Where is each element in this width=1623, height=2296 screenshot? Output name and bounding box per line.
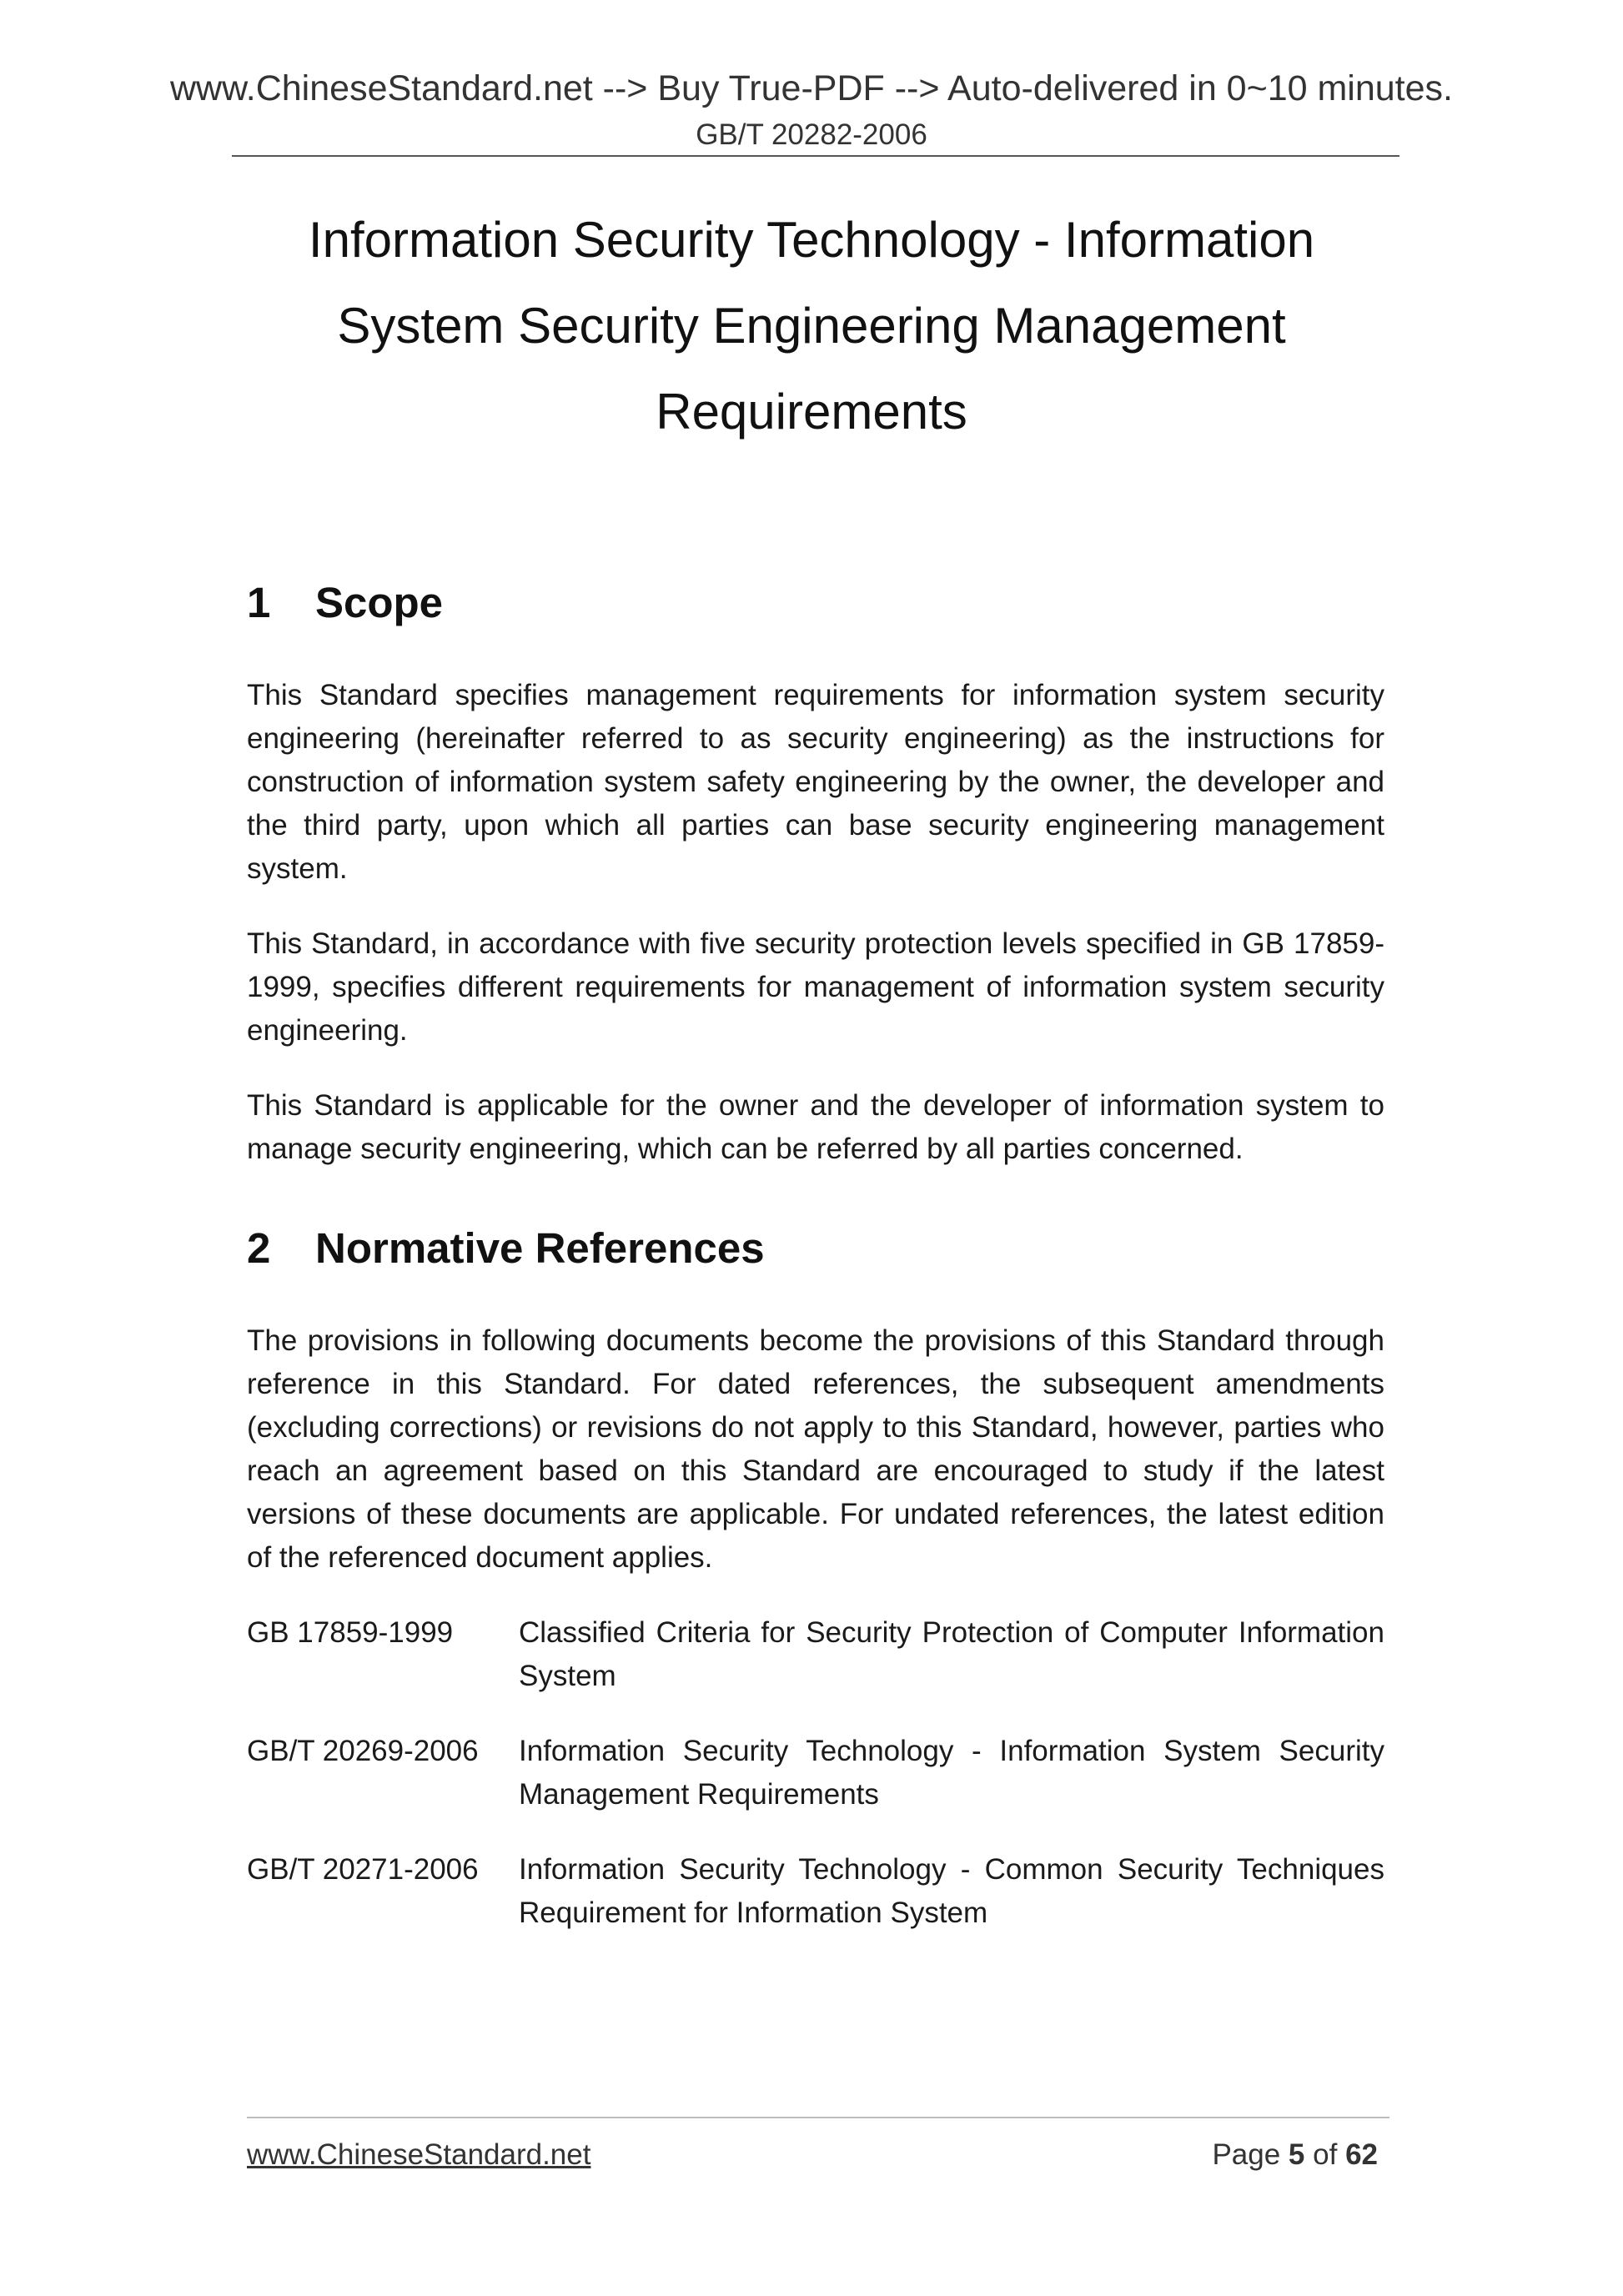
standard-code: GB/T 20282-2006 xyxy=(696,118,927,151)
scope-paragraph-1: This Standard specifies management requirements for information system security engineering (hereinafter referred to as security engineering) as the instructions for construction of information system safety engineering by the owner, the developer and the third party, upon which all parties can base security engineering management system. xyxy=(247,679,1384,885)
scope-paragraph-2: This Standard, in accordance with five security protection levels specified in GB 17859-1999, specifies different requirements for management of information system security engineering. xyxy=(247,927,1384,1047)
reference-title: Information Security Technology - Information System Security Management Requirements xyxy=(519,1735,1384,1811)
footer-website-link[interactable]: www.ChineseStandard.net xyxy=(247,2138,591,2171)
section-number: 1 xyxy=(247,579,271,626)
page-total: 62 xyxy=(1345,2138,1378,2171)
title-line-1: Information Security Technology - Information xyxy=(308,212,1315,268)
section-number: 2 xyxy=(247,1224,271,1272)
reference-entry xyxy=(247,1730,1384,1816)
page-number xyxy=(1212,2135,1378,2175)
document-title xyxy=(250,197,1373,455)
document-body xyxy=(247,575,1384,1935)
page-current: 5 xyxy=(1288,2138,1305,2171)
page-of: of xyxy=(1313,2138,1338,2171)
header-divider xyxy=(232,155,1399,157)
title-line-2: System Security Engineering Management xyxy=(337,298,1286,354)
page-label: Page xyxy=(1212,2138,1281,2171)
reference-code: GB 17859-1999 xyxy=(247,1616,454,1649)
title-line-3: Requirements xyxy=(656,384,967,440)
scope-paragraph-3: This Standard is applicable for the owner and the developer of information system to manage security engineering, which can be referred by all parties concerned. xyxy=(247,1089,1384,1165)
reference-entry xyxy=(247,1848,1384,1935)
section-title: Normative References xyxy=(315,1224,765,1272)
footer-divider xyxy=(247,2117,1389,2118)
reference-title: Classified Criteria for Security Protection of Computer Information System xyxy=(519,1616,1384,1692)
section-heading-normative-references xyxy=(247,1221,1384,1276)
reference-code: GB/T 20271-2006 xyxy=(247,1853,479,1886)
section-title: Scope xyxy=(315,579,444,626)
references-intro-paragraph: The provisions in following documents become the provisions of this Standard through reference in this Standard. For dated references, the subsequent amendments (excluding corrections) or revisions do not apply to this Standard, however, parties who reach an agreement based on this Standard are encouraged to study if the latest versions of these documents are applicable. For undated references, the latest edition of the referenced document applies. xyxy=(247,1324,1384,1574)
top-banner: www.ChineseStandard.net --> Buy True-PDF --> Auto-delivered in 0~10 minutes. xyxy=(169,68,1453,108)
reference-entry xyxy=(247,1611,1384,1698)
reference-code: GB/T 20269-2006 xyxy=(247,1735,479,1767)
reference-title: Information Security Technology - Common Security Techniques Requirement for Information System xyxy=(519,1853,1384,1929)
section-heading-scope xyxy=(247,575,1384,631)
